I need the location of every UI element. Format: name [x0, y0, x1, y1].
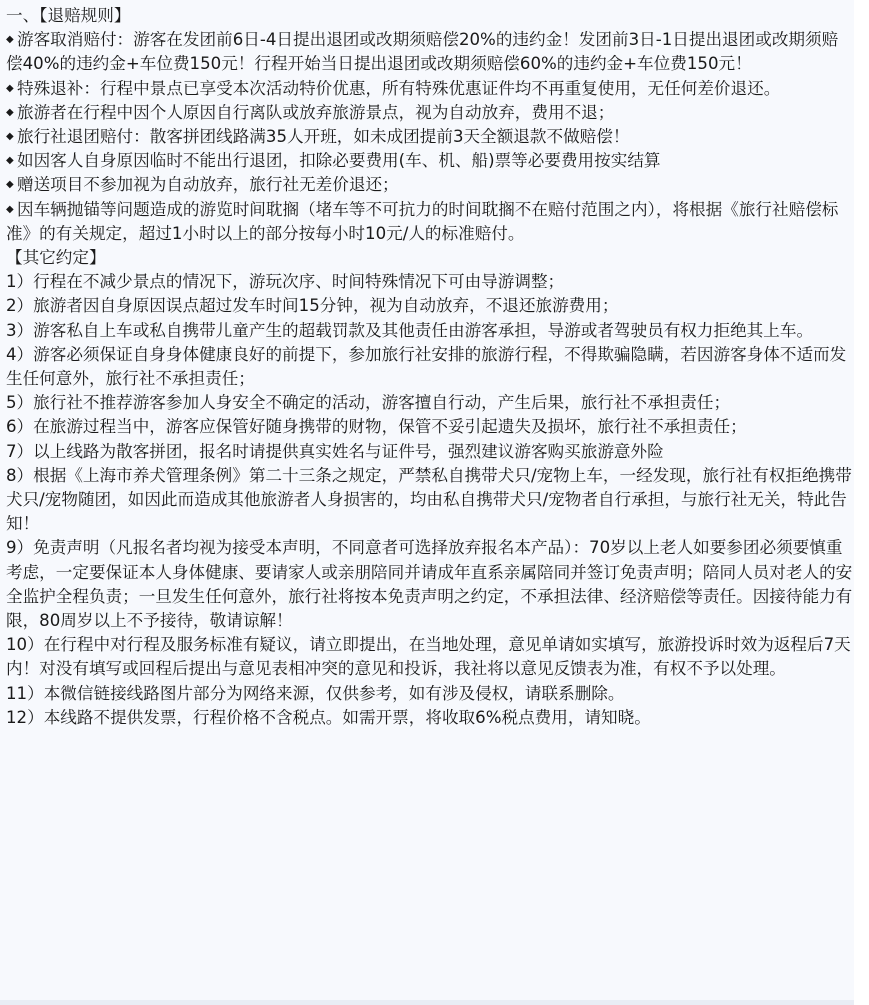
refund-rule-cancel-compensation: ◆ 游客取消赔付：游客在发团前6日-4日提出退团或改期须赔偿20%的违约金！发团前3日-1日提出退团或改期须赔偿40%的违约金+车位费150元！行程开始当日提出退团或改期须赔偿60%的违约金+车位费150元！ — [6, 30, 839, 74]
other-terms-heading: 【其它约定】 — [6, 248, 106, 268]
refund-rule-special-refund: ◆ 特殊退补：行程中景点已享受本次活动特价优惠，所有特殊优惠证件均不再重复使用，无任何差价退还。 — [6, 77, 854, 101]
other-term-item: 4）游客必须保证自身身体健康良好的前提下，参加旅行社安排的旅游行程，不得欺骗隐瞒，若因游客身体不适而发生任何意外，旅行社不承担责任； — [6, 344, 847, 389]
bottom-divider — [0, 1000, 854, 1005]
other-term-item: 2）旅游者因自身原因误点超过发车时间15分钟，视为自动放弃，不退还旅游费用； — [6, 296, 619, 316]
other-term-item: 3）游客私自上车或私自携带儿童产生的超载罚款及其他责任由游客承担，导游或者驾驶员有权力拒绝其上车。 — [6, 320, 814, 340]
page-margin — [854, 0, 869, 1005]
refund-rule-personal-cancel: ◆ 如因客人自身原因临时不能出行退团，扣除必要费用(车、机、船)票等必要费用按实结算 — [6, 149, 854, 173]
refund-rule-gift-items: ◆ 赠送项目不参加视为自动放弃，旅行社无差价退还； — [6, 173, 854, 197]
diamond-bullet-icon: ◆ — [6, 106, 14, 118]
refund-rule-vehicle-breakdown: ◆ 因车辆抛锚等问题造成的游览时间耽搁（堵车等不可抗力的时间耽搁不在赔付范围之内），将根据《旅行社赔偿标准》的有关规定，超过1小时以上的部分按每小时10元/人的标准赔付。 — [6, 199, 839, 243]
other-term-item: 6）在旅游过程当中，游客应保管好随身携带的财物，保管不妥引起遗失及损坏，旅行社不承担责任； — [6, 417, 747, 437]
other-term-item: 8）根据《上海市养犬管理条例》第二十三条之规定，严禁私自携带犬只/宠物上车，一经发现，旅行社有权拒绝携带犬只/宠物随团，如因此而造成其他旅游者人身损害的，均由私自携带犬只/宠物者自行承担，与旅行社无关，特此告知！ — [6, 465, 852, 534]
other-term-item: 11）本微信链接线路图片部分为网络来源，仅供参考，如有涉及侵权，请联系删除。 — [6, 683, 625, 703]
diamond-bullet-icon: ◆ — [6, 179, 14, 191]
refund-rules-heading: 一、【退赔规则】 — [6, 6, 131, 25]
diamond-bullet-icon: ◆ — [6, 131, 14, 143]
other-term-item: 9）免责声明（凡报名者均视为接受本声明，不同意者可选择放弃报名本产品）：70岁以上老人如要参团必须要慎重考虑，一定要保证本人身体健康、要请家人或亲朋陪同并请成年直系亲属陪同并签订免责声明；陪同人员对老人的安全监护全程负责；一旦发生任何意外，旅行社将按本免责声明之约定，不承担法律、经济赔偿等责任。因接待能力有限，80周岁以上不予接待，敬请谅解！ — [6, 538, 853, 631]
other-term-item: 1）行程在不减少景点的情况下，游玩次序、时间特殊情况下可由导游调整； — [6, 272, 565, 292]
other-term-item: 7）以上线路为散客拼团，报名时请提供真实姓名与证件号，强烈建议游客购买旅游意外险 — [6, 441, 664, 461]
other-term-item: 5）旅行社不推荐游客参加人身安全不确定的活动，游客擅自行动，产生后果，旅行社不承担责任； — [6, 393, 731, 413]
other-term-item: 12）本线路不提供发票，行程价格不含税点。如需开票，将收取6%税点费用，请知晓。 — [6, 707, 651, 727]
refund-rule-agency-cancel: ◆ 旅行社退团赔付：散客拼团线路满35人开班，如未成团提前3天全额退款不做赔偿！ — [6, 125, 854, 149]
diamond-bullet-icon: ◆ — [6, 203, 14, 215]
diamond-bullet-icon: ◆ — [6, 155, 14, 167]
refund-rule-voluntary-leave: ◆ 旅游者在行程中因个人原因自行离队或放弃旅游景点，视为自动放弃，费用不退； — [6, 101, 854, 125]
other-term-item: 10）在行程中对行程及服务标准有疑议，请立即提出，在当地处理，意见单请如实填写，旅游投诉时效为返程后7天内！对没有填写或回程后提出与意见表相冲突的意见和投诉，我社将以意见反馈表为准，有权不予以处理。 — [6, 635, 851, 679]
diamond-bullet-icon: ◆ — [6, 82, 14, 94]
diamond-bullet-icon: ◆ — [6, 34, 14, 46]
